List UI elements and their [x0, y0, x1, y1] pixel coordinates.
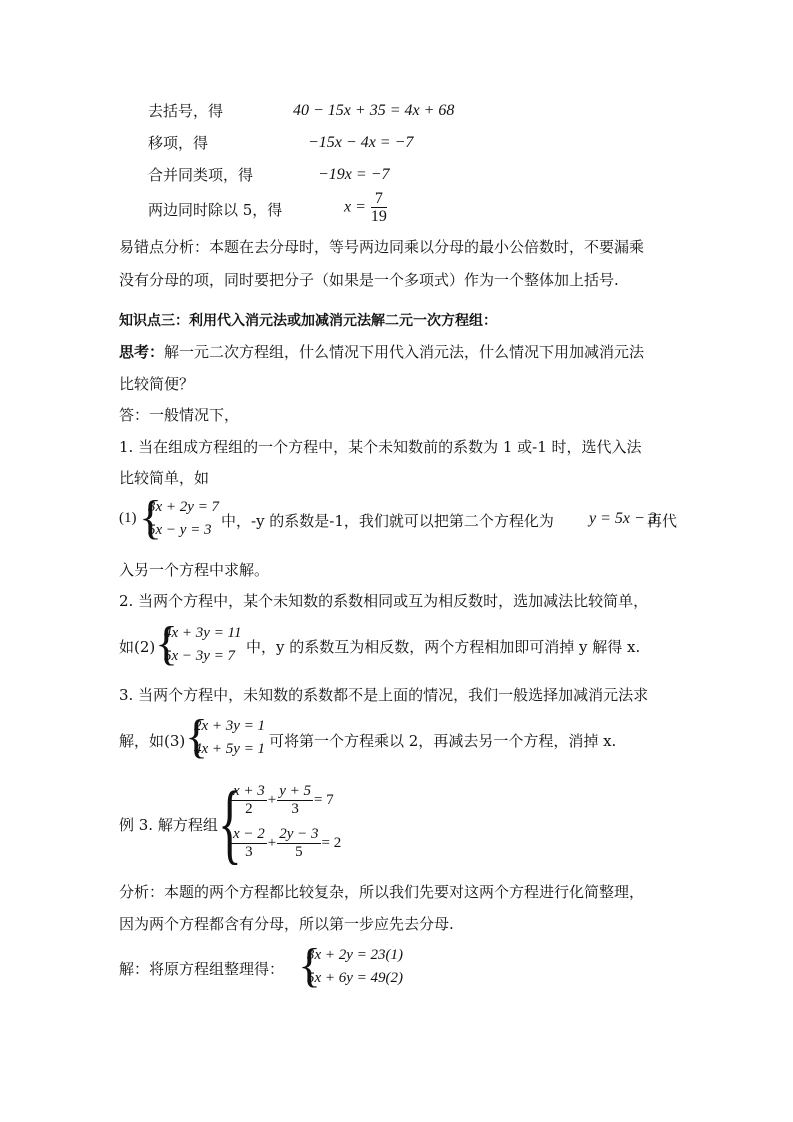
system-1-text-a: 中，-y 的系数是-1，我们就可以把第二个方程化为 — [221, 512, 554, 530]
think-line-2: 比较简便？ — [119, 375, 195, 393]
knowledge-3-heading: 知识点三：利用代入消元法或加减消元法解二元一次方程组： — [119, 313, 497, 329]
step-3-label: 合并同类项，得 — [148, 166, 254, 184]
solution-label: 解：将原方程组整理得： — [119, 960, 285, 978]
step-1-label: 去括号，得 — [148, 102, 224, 120]
system-3-text: 可将第一个方程乘以 2，再减去另一个方程，消掉 x. — [269, 732, 617, 750]
example-3-eq-1 — [230, 783, 334, 818]
example-3-eq-2-frac-1-den: 3 — [245, 844, 253, 860]
example-3-eq-2-frac-1 — [231, 826, 267, 861]
system-2-brace: { — [155, 617, 179, 670]
example-3-eq-1-rhs: = 7 — [314, 792, 334, 808]
analysis-line-1: 分析：本题的两个方程都比较复杂，所以我们先要对这两个方程进行化简整理， — [119, 883, 645, 901]
system-2 — [119, 617, 679, 670]
step-4-fraction — [371, 190, 387, 225]
step-3-expr: −19x = −7 — [318, 166, 390, 183]
system-1-eq-1: 3x + 2y = 7 — [148, 499, 220, 515]
think-text: 解一元二次方程组，什么情况下用代入消元法，什么情况下用加减消元法 — [164, 343, 645, 361]
example-3-eq-1-frac-2-den: 3 — [291, 801, 299, 817]
solution-brace: { — [298, 939, 322, 992]
system-2-eq-2: 5x − 3y = 7 — [164, 648, 236, 664]
p3-line-1: 3. 当两个方程中，未知数的系数都不是上面的情况，我们一般选择加减消元法求 — [119, 686, 649, 704]
example-3-eq-1-frac-1-num: x + 3 — [233, 783, 265, 799]
example-3-eq-2-op: + — [267, 835, 277, 851]
p1-line-3: 入另一个方程中求解。 — [119, 561, 270, 579]
p1-line-2: 比较简单，如 — [119, 469, 210, 487]
system-1-label: (1) — [119, 510, 137, 526]
step-4-lhs: x = — [344, 198, 366, 216]
step-4-expr — [344, 190, 388, 225]
system-2-text: 中，y 的系数互为相反数，两个方程相加即可消掉 y 解得 x. — [246, 638, 641, 656]
system-3 — [119, 710, 679, 763]
system-1-expr: y = 5x − 3 — [589, 510, 657, 527]
example-3-eq-2-rhs: = 2 — [321, 835, 342, 851]
system-3-prefix: 解，如(3) — [119, 732, 186, 750]
example-3-eq-1-frac-2 — [277, 783, 313, 818]
example-3-eq-2 — [230, 826, 341, 861]
system-1-eq-2: 5x − y = 3 — [148, 522, 212, 538]
example-3-eq-1-frac-2-num: y + 5 — [279, 783, 312, 799]
example-3-eq-2-frac-2 — [277, 826, 320, 861]
p1-line-1: 1. 当在组成方程组的一个方程中，某个未知数前的系数为 1 或-1 时，选代入法 — [119, 438, 642, 456]
system-1-text-b: 再代 — [647, 512, 678, 530]
step-4-denominator: 19 — [370, 208, 387, 225]
solution-eq-1: 3x + 2y = 23(1) — [307, 947, 404, 963]
step-2-label: 移项，得 — [148, 134, 209, 152]
example-3-brace: { — [218, 774, 242, 873]
p2-line-1: 2. 当两个方程中，某个未知数的系数相同或互为相反数时，选加减法比较简单， — [119, 592, 649, 610]
example-3-eq-1-frac-1 — [231, 783, 267, 818]
solution-system — [119, 939, 519, 992]
error-analysis-line-1: 易错点分析：本题在去分母时，等号两边同乘以分母的最小公倍数时，不要漏乘 — [119, 238, 645, 256]
think-line-1 — [119, 342, 644, 362]
system-1 — [119, 491, 679, 544]
example-3-eq-1-op: + — [267, 792, 277, 808]
solution-eq-2: 5x + 6y = 49(2) — [307, 970, 404, 986]
system-1-brace: { — [139, 491, 163, 544]
analysis-line-2: 因为两个方程都含有分母，所以第一步应先去分母. — [119, 915, 454, 933]
system-3-eq-2: 4x + 5y = 1 — [194, 741, 266, 757]
system-2-eq-1: 4x + 3y = 11 — [164, 625, 242, 641]
step-2-expr: −15x − 4x = −7 — [308, 134, 414, 151]
system-2-prefix: 如(2) — [119, 638, 156, 656]
example-3-eq-2-frac-2-num: 2y − 3 — [279, 826, 319, 842]
example-3-eq-2-frac-2-den: 5 — [295, 844, 303, 860]
think-label: 思考： — [119, 343, 165, 361]
step-4-label: 两边同时除以 5，得 — [148, 201, 283, 219]
answer-line: 答：一般情况下， — [119, 406, 240, 424]
step-1-expr: 40 − 15x + 35 = 4x + 68 — [293, 102, 455, 119]
error-analysis-line-2: 没有分母的项，同时要把分子（如果是一个多项式）作为一个整体加上括号. — [119, 271, 619, 289]
step-4-numerator: 7 — [371, 190, 387, 208]
example-3-eq-1-frac-1-den: 2 — [245, 801, 253, 817]
example-3-label: 例 3. 解方程组 — [119, 816, 218, 834]
system-3-eq-1: 2x + 3y = 1 — [194, 718, 266, 734]
example-3-eq-2-frac-1-num: x − 2 — [233, 826, 265, 842]
system-3-brace: { — [185, 710, 209, 763]
